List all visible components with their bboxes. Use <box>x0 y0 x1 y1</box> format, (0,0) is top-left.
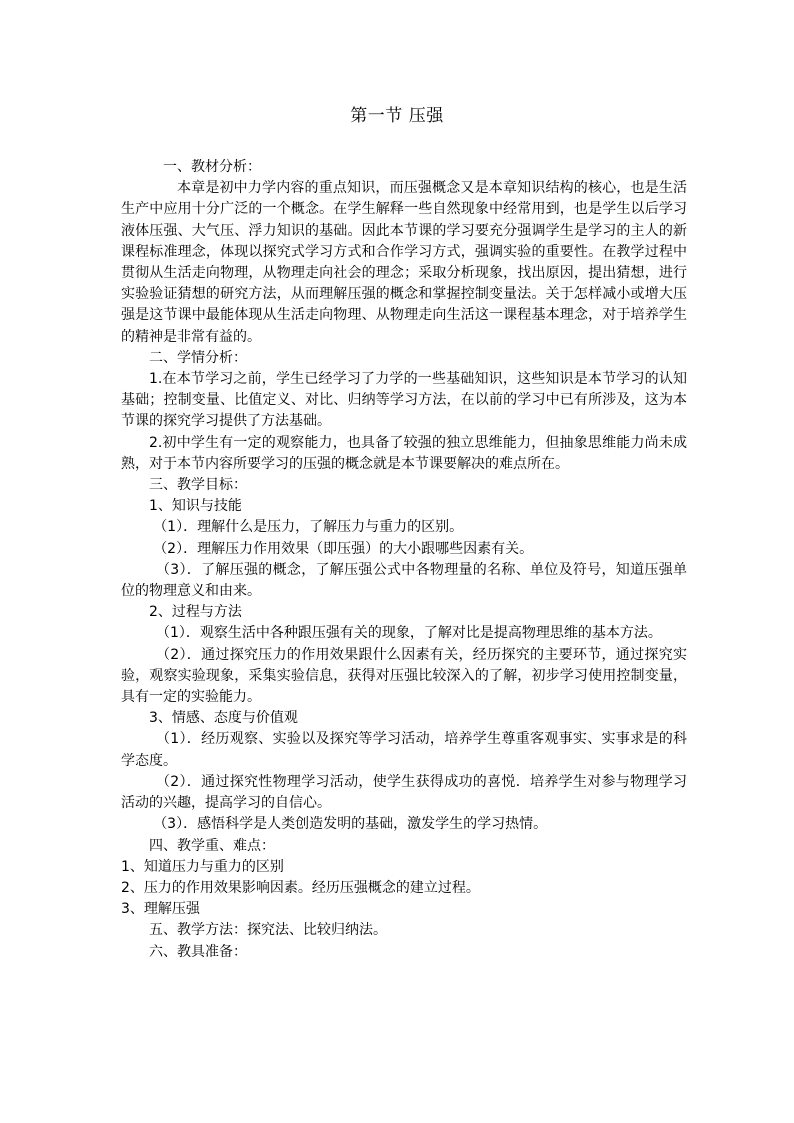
attitude-goal-3: （3）．感悟科学是人类创造发明的基础，激发学生的学习热情。 <box>153 816 548 833</box>
knowledge-goal-3: （3）．了解压强的概念，了解压强公式中各物理量的名称、单位及符号，知道压强单位的物理意义和由来。 <box>121 561 687 600</box>
goal-heading-attitude-values: 3、情感、态度与价值观 <box>149 710 298 727</box>
document-title: 第一节 压强 <box>350 106 444 126</box>
section-heading-teaching-aids: 六、教具准备： <box>149 943 247 960</box>
key-point-2: 2、压力的作用效果影响因素。经历压强概念的建立过程。 <box>121 879 480 896</box>
attitude-goal-2: （2）．通过探究性物理学习活动，使学生获得成功的喜悦．培养学生对参与物理学习活动的兴趣，提高学习的自信心。 <box>121 773 687 812</box>
goal-heading-knowledge-skills: 1、知识与技能 <box>149 498 242 515</box>
document-body <box>121 157 687 963</box>
student-analysis-point-1: 1.在本节学习之前，学生已经学习了力学的一些基础知识，这些知识是本节学习的认知基础；控制变量、比值定义、对比、归纳等学习方法，在以前的学习中已有所涉及，这为本节课的探究学习提供了方法基础。 <box>121 371 687 430</box>
knowledge-goal-2: （2）．理解压力作用效果（即压强）的大小跟哪些因素有关。 <box>153 540 534 557</box>
process-goal-2: （2）．通过探究压力的作用效果跟什么因素有关，经历探究的主要环节，通过探究实验，观察实验现象，采集实验信息，获得对压强比较深入的了解，初步学习使用控制变量，具有一定的实验能力。 <box>121 646 687 706</box>
section-heading-student-analysis: 二、学情分析： <box>149 349 247 366</box>
process-goal-1: （1）．观察生活中各种跟压强有关的现象，了解对比是提高物理思维的基本方法。 <box>156 625 662 642</box>
section-heading-teaching-goals: 三、教学目标： <box>149 477 247 494</box>
section-heading-teaching-methods: 五、教学方法：探究法、比较归纳法。 <box>149 922 387 939</box>
textbook-analysis-paragraph: 本章是初中力学内容的重点知识，而压强概念又是本章知识结构的核心，也是生活生产中应用十分广泛的一个概念。在学生解释一些自然现象中经常用到，也是学生以后学习液体压强、大气压、浮力知识的基础。因此本节课的学习要充分强调学生是学习的主人的新课程标准理念，体现以探究式学习方式和合作学习方式，强调实验的重要性。在教学过程中贯彻从生活走向物理，从物理走向社会的理念；采取分析现象，找出原因，提出猜想，进行实验验证猜想的研究方法，从而理解压强的概念和掌握控制变量法。关于怎样减小或增大压强是这节课中最能体现从生活走向物理、从物理走向生活这一课程基本理念，对于培养学生的精神是非常有益的。 <box>121 180 687 345</box>
student-analysis-point-2: 2.初中学生有一定的观察能力，也具备了较强的独立思维能力，但抽象思维能力尚未成熟，对于本节内容所要学习的压强的概念就是本节课要解决的难点所在。 <box>121 434 687 472</box>
knowledge-goal-1: （1）．理解什么是压力，了解压力与重力的区别。 <box>153 519 464 536</box>
goal-heading-process-method: 2、过程与方法 <box>149 604 242 621</box>
section-heading-key-points: 四、教学重、难点： <box>149 837 275 854</box>
key-point-1: 1、知道压力与重力的区别 <box>121 858 284 875</box>
attitude-goal-1: （1）．经历观察、实验以及探究等学习活动，培养学生尊重客观事实、实事求是的科学态度。 <box>121 731 687 769</box>
key-point-3: 3、理解压强 <box>121 901 200 918</box>
section-heading-textbook-analysis: 一、教材分析： <box>163 159 261 175</box>
